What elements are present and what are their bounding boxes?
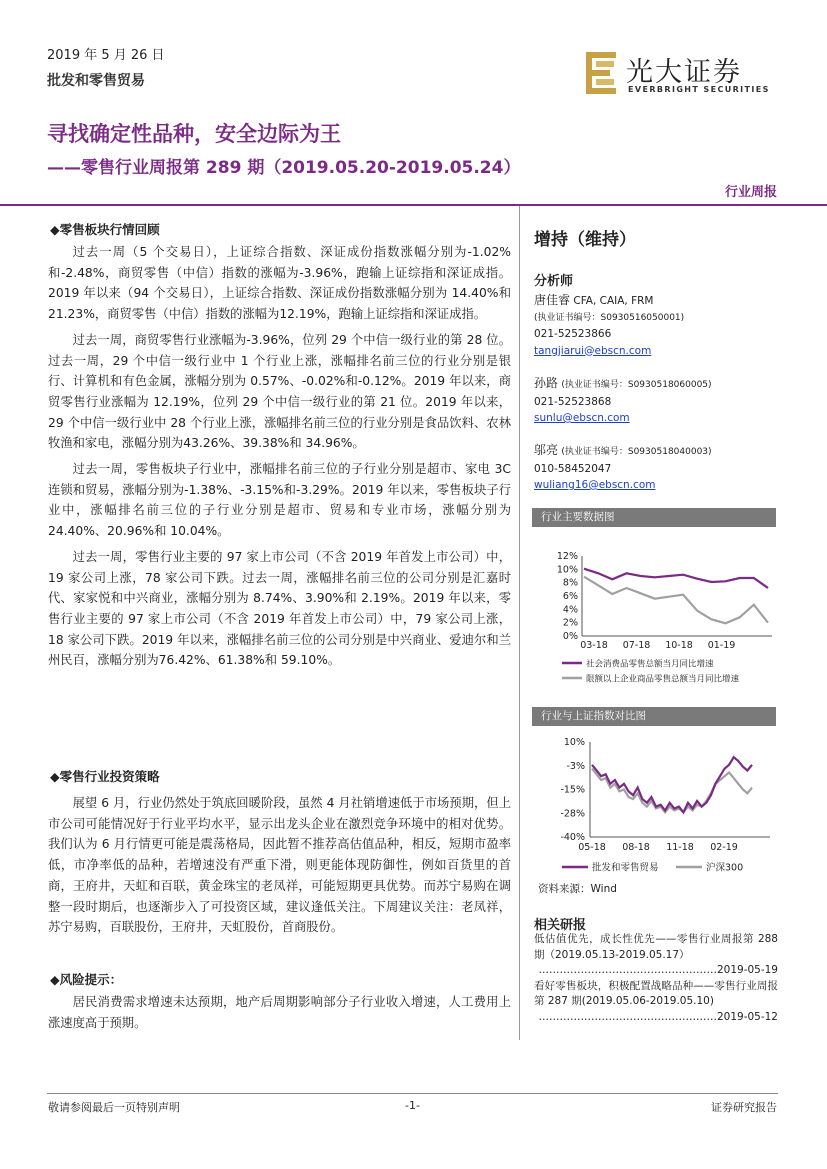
paragraph: 过去一周，零售行业主要的 97 家上市公司（不含 2019 年首发上市公司）中，19 家公司上涨，78 家公司下跌。过去一周，涨幅排名前三位的公司分别是汇嘉时代、家家悦和中兴商业，涨幅分别为 8.74%、3.90%和 2.19%。2019 年以来，零售行业主要的 97 家上市公司（不含 2019 年首发上市公司）中，79 家公司上涨，18 家公司下跌。2019 年以来，涨幅排名前三位的公司分别是中兴商业、爱迪尔和兰州民百，涨幅分别为76.42%、61.38%和 59.10%。 xyxy=(48,549,511,668)
everbright-logo-icon xyxy=(584,50,622,96)
sector-name: 批发和零售贸易 xyxy=(47,73,145,89)
x-tick-label: 05-18 xyxy=(578,842,606,853)
legend-label: 批发和零售贸易 xyxy=(592,862,659,874)
report-subtitle: ——零售行业周报第 289 期（2019.05.20-2019.05.24） xyxy=(47,158,521,178)
chart-source: 资料来源：Wind xyxy=(538,883,617,895)
related-report-link[interactable]: 低估值优先，成长性优先——零售行业周报第 288 期（2019.05.13-2019.05.17） xyxy=(534,933,778,961)
diamond-bullet-icon: ◆ xyxy=(50,769,60,784)
footer-disclaimer: 敬请参阅最后一页特别声明 xyxy=(48,1101,180,1114)
section-risk-heading: ◆风险提示： xyxy=(50,972,123,987)
logo-chinese-name: 光大证券 xyxy=(626,57,742,88)
related-reports-list xyxy=(534,932,778,1025)
paragraph: 展望 6 月，行业仍然处于筑底回暖阶段，虽然 4 月社销增速低于市场预期，但上市公司可能情况好于行业平均水平，显示出龙头企业在激烈竞争环境中的相对优势。我们认为 6 月行情更可能是震荡格局，因此暂不推荐高估值品种，相反，短期市盈率低，市净率低的品种，若增速没有严重下滑，则更能体现防御性，例如百货里的首商，王府井，天虹和百联，黄金珠宝的老凤祥，可能短期更具优势。而苏宁易购在调整一段时期后，也逐渐步入了可投资区域，建议逢低关注。下周建议关注：老凤祥，苏宁易购，百联股份，王府井，天虹股份，首商股份。 xyxy=(48,796,511,935)
analyst-heading: 分析师 xyxy=(534,274,574,289)
y-tick-label: -40% xyxy=(560,832,585,843)
related-report-link[interactable]: 看好零售板块，积极配置战略品种——零售行业周报第 287 期(2019.05.06-2019.05.10) xyxy=(534,979,778,1007)
x-tick-label: 07-18 xyxy=(622,640,651,651)
y-tick-label: 6% xyxy=(562,591,578,602)
diamond-bullet-icon: ◆ xyxy=(50,972,60,987)
series-line-0 xyxy=(584,569,768,588)
industry-vs-index-chart xyxy=(532,730,776,880)
y-tick-label: 8% xyxy=(562,577,578,589)
legend-label: 沪深300 xyxy=(706,862,744,874)
footer-report-label: 证券研究报告 xyxy=(711,1101,777,1114)
header-divider xyxy=(0,204,827,206)
paragraph: 居民消费需求增速未达预期，地产后周期影响部分子行业收入增速，人工费用上涨速度高于预期。 xyxy=(48,995,511,1030)
report-date: 2019 年 5 月 26 日 xyxy=(47,48,165,63)
paragraph: 过去一周（5 个交易日），上证综合指数、深证成份指数涨幅分别为-1.02%和-2.48%，商贸零售（中信）指数的涨幅为-3.96%，跑输上证综指和深证成指。2019 年以来（94 个交易日），上证综合指数、深证成份指数涨幅分别为 14.40%和 21.23%，商贸零售（中信）指数的涨幅为12.19%，跑输上证综指和深证成指。 xyxy=(48,245,511,322)
rating: 增持（维持） xyxy=(534,230,636,250)
related-report-date: ……………………………………………2019-05-19 xyxy=(538,964,778,976)
risk-body xyxy=(48,992,511,1038)
strategy-body xyxy=(48,793,511,943)
page-number: -1- xyxy=(405,1099,420,1112)
retail-sales-growth-chart xyxy=(532,531,776,691)
x-tick-label: 01-19 xyxy=(707,640,736,651)
analyst-card xyxy=(534,442,712,494)
analyst-card xyxy=(534,375,712,427)
related-reports-heading: 相关研报 xyxy=(534,918,587,933)
diamond-bullet-icon: ◆ xyxy=(50,222,60,237)
y-tick-label: 10% xyxy=(563,737,585,748)
y-tick-label: 10% xyxy=(556,564,578,576)
paragraph: 过去一周，零售板块子行业中，涨幅排名前三位的子行业分别是超市、家电 3C 连锁和贸易，涨幅分别为-1.38%、-3.15%和-3.29%。2019 年以来，零售板块子行业中，涨幅排名前三位的子行业分别是超市、贸易和专业市场，涨幅分别为 24.40%、20.96%和 10.04%。 xyxy=(48,462,511,539)
analyst-name: 唐佳睿 xyxy=(534,293,571,307)
analyst-phone: 010-58452047 xyxy=(534,462,612,475)
series-line-1 xyxy=(584,577,768,624)
analyst-phone: 021-52523868 xyxy=(534,395,612,408)
y-tick-label: 12% xyxy=(556,551,578,562)
y-tick-label: -28% xyxy=(560,808,585,820)
section-strategy-heading: ◆零售行业投资策略 xyxy=(50,769,160,784)
section-market-review-heading: ◆零售板块行情回顾 xyxy=(50,222,160,237)
brand-logo xyxy=(584,50,774,98)
paragraph: 过去一周，商贸零售行业涨幅为-3.96%，位列 29 个中信一级行业的第 28 位。过去一周，29 个中信一级行业中 1 个行业上涨，涨幅排名前三位的行业分别是银行、计算机和有色金属，涨幅分别为 0.57%、-0.02%和-0.12%。2019 年以来，商贸零售行业涨幅为 12.19%，位列 29 个中信一级行业的第 21 位。2019 年以来，29 个中信一级行业中 28 个行业上涨，涨幅排名前三位的行业分别是食品饮料、农林牧渔和家电，涨幅分别为43.26%、39.38%和 34.96%。 xyxy=(48,332,511,451)
analyst-cert: (执业证书编号：S0930518040003) xyxy=(561,447,712,457)
report-type: 行业周报 xyxy=(724,185,777,200)
related-report-date: ……………………………………………2019-05-12 xyxy=(538,1010,778,1023)
analyst-email-link[interactable]: tangjiarui@ebscn.com xyxy=(534,344,652,357)
analyst-card xyxy=(534,292,684,359)
y-tick-label: -15% xyxy=(560,784,585,796)
analyst-email-link[interactable]: sunlu@ebscn.com xyxy=(534,412,630,424)
chart1-title-bar: 行业主要数据图 xyxy=(532,508,776,527)
logo-english-name: EVERBRIGHT SECURITIES xyxy=(628,85,770,94)
legend-label: 社会消费品零售总额当月同比增速 xyxy=(586,659,714,670)
analyst-phone: 021-52523866 xyxy=(534,328,612,340)
analyst-cert: (执业证书编号：S0930518060005) xyxy=(561,380,712,390)
chart2-title-bar: 行业与上证指数对比图 xyxy=(532,707,776,726)
analyst-credentials: CFA, CAIA, FRM xyxy=(573,295,654,307)
analyst-name: 孙路 xyxy=(534,376,559,390)
y-tick-label: 2% xyxy=(562,617,578,629)
analyst-cert: (执业证书编号：S0930516050001) xyxy=(534,312,685,323)
legend-label: 限额以上企业商品零售总额当月同比增速 xyxy=(586,674,740,685)
x-tick-label: 10-18 xyxy=(665,640,693,651)
y-tick-label: 0% xyxy=(562,631,578,642)
analyst-email-link[interactable]: wuliang16@ebscn.com xyxy=(534,479,656,491)
x-tick-label: 11-18 xyxy=(666,842,694,853)
x-tick-label: 08-18 xyxy=(622,842,650,853)
x-tick-label: 02-19 xyxy=(710,842,738,853)
y-tick-label: -3% xyxy=(566,760,585,772)
market-review-body xyxy=(48,242,511,676)
column-divider xyxy=(519,206,520,1040)
footer-divider xyxy=(47,1093,778,1094)
report-title: 寻找确定性品种，安全边际为王 xyxy=(47,122,341,146)
x-tick-label: 03-18 xyxy=(580,640,608,651)
y-tick-label: 4% xyxy=(562,604,578,616)
analyst-name: 邬亮 xyxy=(534,443,559,457)
